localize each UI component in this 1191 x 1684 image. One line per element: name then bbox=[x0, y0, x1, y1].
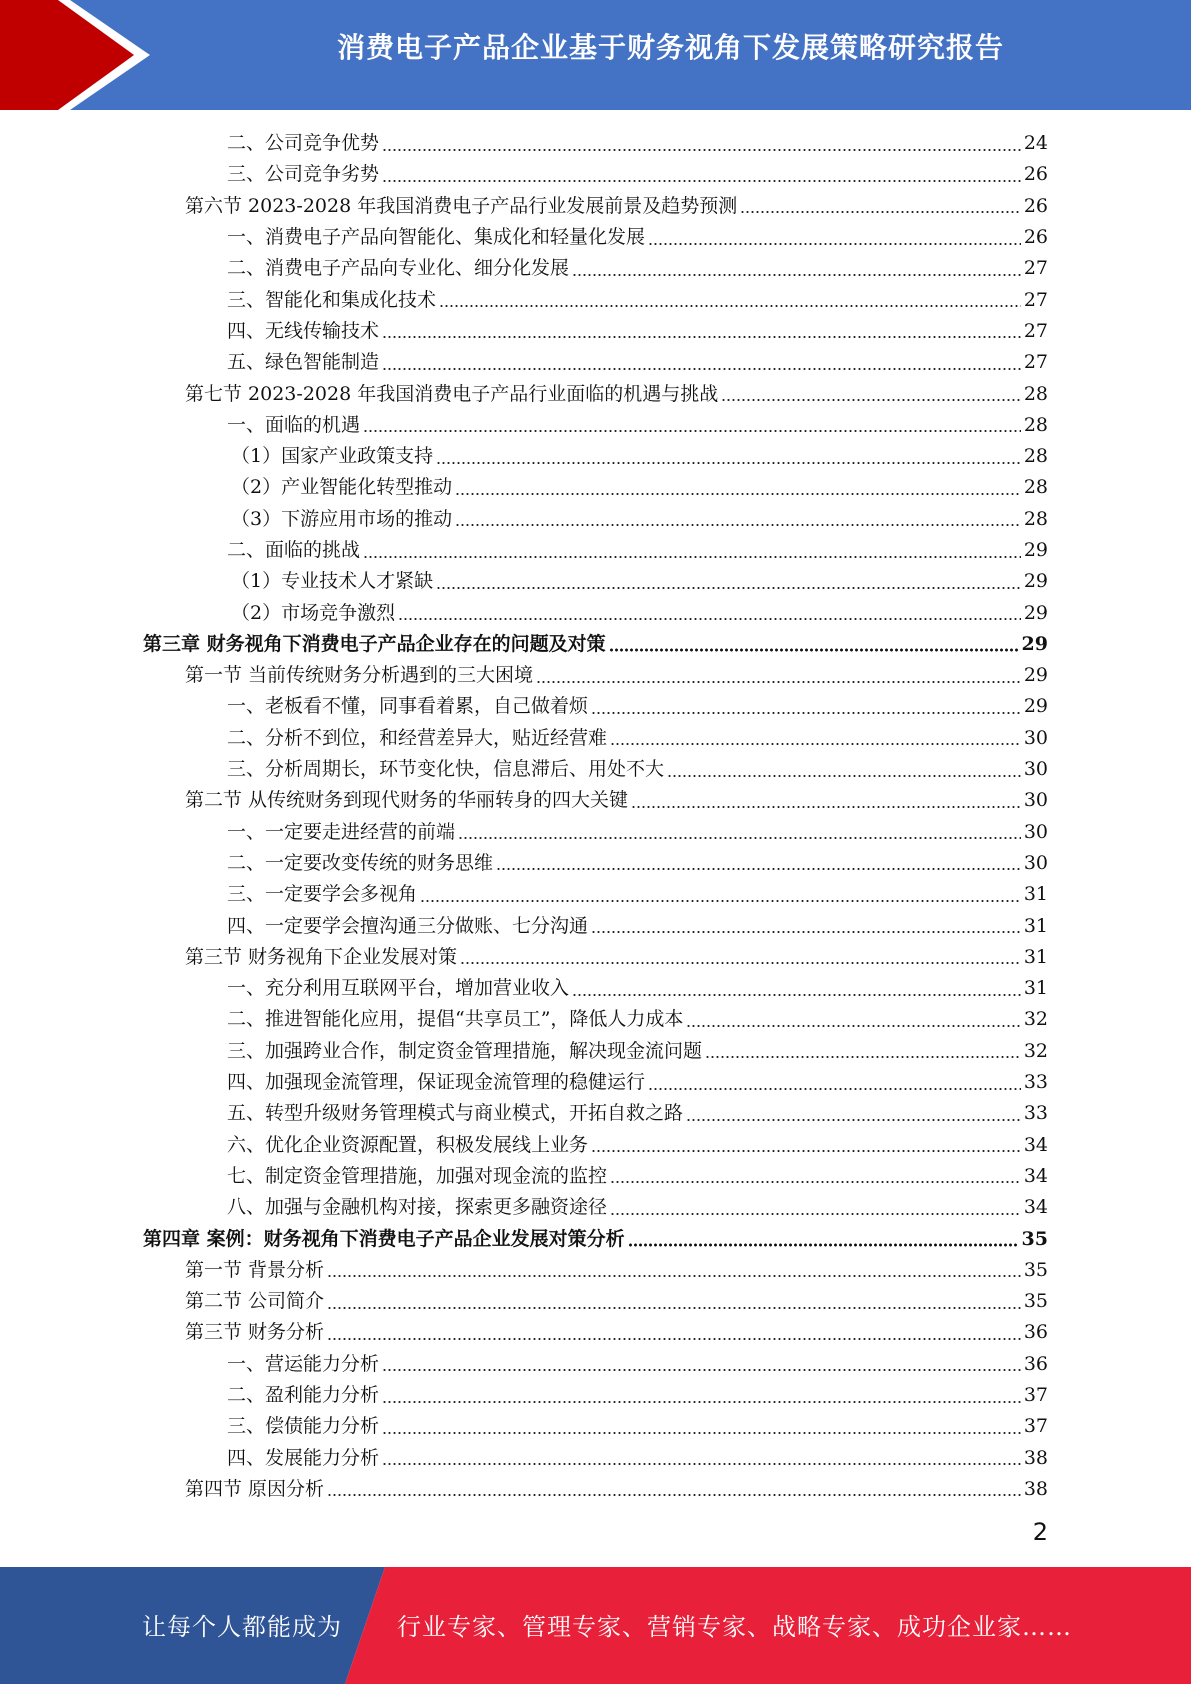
toc-entry-label: 第一节 背景分析 bbox=[185, 1258, 325, 1281]
toc-dot-leader bbox=[628, 1242, 1019, 1248]
toc-entry-label: （1）专业技术人才紧缺 bbox=[231, 570, 434, 593]
toc-entry-label: 二、推进智能化应用，提倡“共享员工”，降低人力成本 bbox=[227, 1008, 684, 1031]
toc-entry[interactable] bbox=[143, 1223, 1048, 1254]
toc-entry-page: 27 bbox=[1023, 288, 1048, 311]
toc-dot-leader bbox=[648, 241, 1021, 247]
toc-dot-leader bbox=[382, 1461, 1021, 1467]
toc-entry[interactable] bbox=[143, 1349, 1048, 1380]
toc-entry-page: 29 bbox=[1023, 539, 1048, 561]
toc-entry-page: 30 bbox=[1023, 851, 1048, 874]
toc-entry-page: 36 bbox=[1023, 1352, 1048, 1375]
toc-entry[interactable] bbox=[143, 1192, 1048, 1223]
toc-entry-page: 28 bbox=[1023, 476, 1048, 499]
toc-entry[interactable] bbox=[143, 1255, 1048, 1286]
toc-entry-page: 28 bbox=[1023, 382, 1048, 405]
toc-dot-leader bbox=[382, 334, 1021, 340]
toc-entry-page: 29 bbox=[1023, 601, 1048, 624]
toc-entry[interactable] bbox=[143, 566, 1048, 597]
toc-entry-page: 29 bbox=[1023, 664, 1048, 687]
toc-dot-leader bbox=[327, 1305, 1021, 1311]
toc-entry-page: 33 bbox=[1023, 1071, 1048, 1094]
toc-entry[interactable] bbox=[143, 504, 1048, 535]
toc-entry[interactable] bbox=[143, 535, 1048, 566]
footer-slogan-right: 行业专家、管理专家、营销专家、战略专家、成功企业家…… bbox=[397, 1613, 1072, 1641]
toc-entry-page: 29 bbox=[1023, 695, 1048, 718]
toc-entry-page: 28 bbox=[1023, 413, 1048, 436]
toc-entry-page: 26 bbox=[1023, 194, 1048, 217]
toc-entry-label: 三、公司竞争劣势 bbox=[227, 163, 380, 186]
toc-entry-page: 34 bbox=[1023, 1196, 1048, 1219]
toc-entry[interactable] bbox=[143, 817, 1048, 848]
toc-dot-leader bbox=[420, 898, 1021, 904]
toc-entry[interactable] bbox=[143, 785, 1048, 816]
toc-dot-leader bbox=[591, 929, 1021, 935]
toc-entry-page: 29 bbox=[1021, 632, 1048, 655]
toc-entry-label: 八、加强与金融机构对接，探索更多融资途径 bbox=[227, 1196, 608, 1219]
toc-entry-page: 31 bbox=[1023, 914, 1048, 937]
toc-entry-label: 第七节 2023-2028 年我国消费电子产品行业面临的机遇与挑战 bbox=[185, 382, 719, 405]
toc-entry-label: 六、优化企业资源配置，积极发展线上业务 bbox=[227, 1133, 589, 1156]
toc-entry[interactable] bbox=[143, 253, 1048, 284]
toc-entry[interactable] bbox=[143, 973, 1048, 1004]
toc-dot-leader bbox=[686, 1023, 1020, 1029]
toc-dot-leader bbox=[455, 491, 1021, 497]
toc-entry-page: 35 bbox=[1023, 1258, 1048, 1281]
toc-entry[interactable] bbox=[143, 1442, 1048, 1473]
toc-dot-leader bbox=[382, 178, 1021, 184]
toc-entry-page: 31 bbox=[1023, 883, 1048, 906]
toc-entry-page: 32 bbox=[1023, 1008, 1048, 1031]
toc-dot-leader bbox=[382, 1430, 1021, 1436]
toc-entry-label: 二、盈利能力分析 bbox=[227, 1384, 380, 1407]
toc-entry-page: 37 bbox=[1023, 1384, 1048, 1407]
toc-entry-page: 35 bbox=[1023, 1290, 1048, 1313]
toc-entry[interactable] bbox=[143, 1474, 1048, 1505]
toc-entry-label: （3）下游应用市场的推动 bbox=[231, 507, 453, 530]
toc-entry-label: 一、营运能力分析 bbox=[227, 1352, 380, 1375]
toc-entry[interactable] bbox=[143, 378, 1048, 409]
report-title: 消费电子产品企业基于财务视角下发展策略研究报告 bbox=[336, 31, 1004, 64]
toc-dot-leader bbox=[382, 366, 1021, 372]
toc-entry-label: （2）产业智能化转型推动 bbox=[231, 476, 453, 499]
toc-dot-leader bbox=[455, 522, 1021, 528]
toc-entry[interactable] bbox=[143, 222, 1048, 253]
footer-slogan-left: 让每个人都能成为 bbox=[142, 1613, 342, 1641]
page-footer bbox=[0, 1567, 1191, 1684]
toc-dot-leader bbox=[436, 460, 1021, 466]
toc-dot-leader bbox=[363, 428, 1021, 434]
page-number: 2 bbox=[1032, 1518, 1048, 1546]
toc-entry-page: 27 bbox=[1023, 351, 1048, 374]
toc-entry-label: 五、绿色智能制造 bbox=[227, 351, 380, 374]
toc-entry-page: 30 bbox=[1023, 820, 1048, 843]
toc-dot-leader bbox=[398, 616, 1021, 622]
toc-entry[interactable] bbox=[143, 1130, 1048, 1161]
toc-entry-label: 第三章 财务视角下消费电子产品企业存在的问题及对策 bbox=[143, 632, 606, 655]
toc-entry-label: 第六节 2023-2028 年我国消费电子产品行业发展前景及趋势预测 bbox=[185, 194, 738, 217]
toc-entry-page: 27 bbox=[1023, 257, 1048, 280]
toc-dot-leader bbox=[327, 1492, 1021, 1498]
toc-entry-page: 34 bbox=[1023, 1133, 1048, 1156]
toc-entry[interactable] bbox=[143, 1161, 1048, 1192]
toc-entry-page: 28 bbox=[1023, 507, 1048, 530]
toc-entry-label: 二、公司竞争优势 bbox=[227, 132, 380, 155]
toc-entry-label: （1）国家产业政策支持 bbox=[231, 445, 434, 468]
toc-entry-page: 36 bbox=[1023, 1321, 1048, 1344]
toc-entry[interactable] bbox=[143, 942, 1048, 973]
toc-entry-page: 35 bbox=[1021, 1227, 1048, 1250]
toc-entry-label: 三、一定要学会多视角 bbox=[227, 883, 418, 906]
toc-entry[interactable] bbox=[143, 472, 1048, 503]
toc-entry[interactable] bbox=[143, 347, 1048, 378]
toc-dot-leader bbox=[686, 1117, 1021, 1123]
toc-entry-label: 第二节 公司简介 bbox=[185, 1290, 325, 1313]
toc-entry-label: 四、一定要学会擅沟通三分做账、七分沟通 bbox=[227, 914, 589, 937]
toc-entry-label: 第三节 财务视角下企业发展对策 bbox=[185, 945, 458, 968]
toc-entry-label: 二、面临的挑战 bbox=[227, 539, 361, 561]
toc-dot-leader bbox=[572, 992, 1021, 998]
toc-dot-leader bbox=[740, 209, 1021, 215]
toc-entry-label: 第二节 从传统财务到现代财务的华丽转身的四大关键 bbox=[185, 789, 629, 812]
toc-dot-leader bbox=[382, 1367, 1021, 1373]
toc-dot-leader bbox=[610, 1211, 1021, 1217]
toc-entry-label: 一、老板看不懂，同事看着累，自己做着烦 bbox=[227, 695, 589, 718]
toc-entry-label: （2）市场竞争激烈 bbox=[231, 601, 396, 624]
toc-entry[interactable] bbox=[143, 191, 1048, 222]
toc-entry[interactable] bbox=[143, 284, 1048, 315]
table-of-contents bbox=[143, 128, 1048, 1505]
toc-entry-page: 34 bbox=[1023, 1164, 1048, 1187]
toc-dot-leader bbox=[458, 835, 1021, 841]
toc-dot-leader bbox=[609, 647, 1019, 653]
toc-entry-label: 四、发展能力分析 bbox=[227, 1446, 380, 1469]
toc-dot-leader bbox=[439, 303, 1021, 309]
toc-entry-page: 38 bbox=[1023, 1446, 1048, 1469]
toc-dot-leader bbox=[382, 1399, 1021, 1405]
toc-entry[interactable] bbox=[143, 159, 1048, 190]
toc-dot-leader bbox=[460, 960, 1021, 966]
toc-entry-label: 一、消费电子产品向智能化、集成化和轻量化发展 bbox=[227, 226, 646, 249]
toc-entry[interactable] bbox=[143, 1380, 1048, 1411]
toc-entry-page: 31 bbox=[1023, 977, 1048, 1000]
toc-entry-label: 三、偿债能力分析 bbox=[227, 1415, 380, 1438]
toc-entry-label: 第四节 原因分析 bbox=[185, 1477, 325, 1500]
toc-entry-label: 五、转型升级财务管理模式与商业模式，开拓自救之路 bbox=[227, 1102, 684, 1125]
toc-entry[interactable] bbox=[143, 629, 1048, 660]
toc-entry-label: 一、充分利用互联网平台，增加营业收入 bbox=[227, 977, 570, 1000]
toc-entry-page: 27 bbox=[1023, 319, 1048, 342]
toc-dot-leader bbox=[610, 1179, 1021, 1185]
toc-entry-label: 一、一定要走进经营的前端 bbox=[227, 820, 456, 843]
toc-entry-label: 四、加强现金流管理，保证现金流管理的稳健运行 bbox=[227, 1071, 646, 1094]
toc-entry[interactable] bbox=[143, 1036, 1048, 1067]
toc-entry[interactable] bbox=[143, 441, 1048, 472]
toc-dot-leader bbox=[436, 585, 1021, 591]
toc-dot-leader bbox=[721, 397, 1021, 403]
toc-entry-page: 31 bbox=[1023, 945, 1048, 968]
toc-entry-page: 38 bbox=[1023, 1477, 1048, 1500]
toc-entry[interactable] bbox=[143, 660, 1048, 691]
toc-entry[interactable] bbox=[143, 410, 1048, 441]
toc-entry-page: 28 bbox=[1023, 445, 1048, 468]
toc-dot-leader bbox=[496, 866, 1021, 872]
toc-entry-page: 30 bbox=[1023, 758, 1048, 781]
toc-entry-label: 二、一定要改变传统的财务思维 bbox=[227, 851, 494, 874]
toc-dot-leader bbox=[327, 1273, 1021, 1279]
toc-entry-label: 一、面临的机遇 bbox=[227, 413, 361, 436]
toc-dot-leader bbox=[591, 710, 1021, 716]
toc-entry[interactable] bbox=[143, 723, 1048, 754]
toc-entry-label: 三、分析周期长，环节变化快，信息滞后、用处不大 bbox=[227, 758, 665, 781]
toc-dot-leader bbox=[705, 1054, 1021, 1060]
toc-entry-label: 七、制定资金管理措施，加强对现金流的监控 bbox=[227, 1164, 608, 1187]
toc-entry-page: 37 bbox=[1023, 1415, 1048, 1438]
toc-dot-leader bbox=[667, 773, 1021, 779]
toc-entry[interactable] bbox=[143, 316, 1048, 347]
toc-entry[interactable] bbox=[143, 1317, 1048, 1348]
toc-entry[interactable] bbox=[143, 910, 1048, 941]
toc-dot-leader bbox=[610, 741, 1021, 747]
toc-dot-leader bbox=[363, 554, 1021, 560]
toc-entry-label: 三、智能化和集成化技术 bbox=[227, 288, 437, 311]
toc-entry-label: 第三节 财务分析 bbox=[185, 1321, 325, 1344]
toc-dot-leader bbox=[327, 1336, 1021, 1342]
toc-entry-page: 32 bbox=[1023, 1039, 1048, 1062]
toc-entry-page: 30 bbox=[1023, 726, 1048, 749]
toc-entry[interactable] bbox=[143, 754, 1048, 785]
toc-dot-leader bbox=[591, 1148, 1021, 1154]
toc-dot-leader bbox=[536, 679, 1021, 685]
toc-entry[interactable] bbox=[143, 597, 1048, 628]
toc-entry[interactable] bbox=[143, 691, 1048, 722]
toc-entry-label: 三、加强跨业合作，制定资金管理措施，解决现金流问题 bbox=[227, 1039, 703, 1062]
toc-entry-page: 29 bbox=[1023, 570, 1048, 593]
toc-entry-label: 二、分析不到位，和经营差异大，贴近经营难 bbox=[227, 726, 608, 749]
toc-entry-label: 二、消费电子产品向专业化、细分化发展 bbox=[227, 257, 570, 280]
toc-dot-leader bbox=[648, 1086, 1021, 1092]
toc-entry-label: 第四章 案例：财务视角下消费电子产品企业发展对策分析 bbox=[143, 1227, 625, 1250]
toc-entry-page: 30 bbox=[1023, 789, 1048, 812]
toc-entry[interactable] bbox=[143, 879, 1048, 910]
toc-entry[interactable] bbox=[143, 1098, 1048, 1129]
toc-entry[interactable] bbox=[143, 1067, 1048, 1098]
toc-entry-label: 第一节 当前传统财务分析遇到的三大困境 bbox=[185, 664, 534, 687]
chevron-decoration-icon bbox=[0, 0, 150, 110]
toc-entry[interactable] bbox=[143, 848, 1048, 879]
toc-entry-page: 26 bbox=[1023, 226, 1048, 249]
toc-entry-page: 26 bbox=[1023, 163, 1048, 186]
toc-dot-leader bbox=[382, 147, 1021, 153]
toc-dot-leader bbox=[631, 804, 1021, 810]
toc-entry[interactable] bbox=[143, 1004, 1048, 1035]
toc-entry[interactable] bbox=[143, 1286, 1048, 1317]
toc-entry[interactable] bbox=[143, 1411, 1048, 1442]
toc-dot-leader bbox=[572, 272, 1021, 278]
toc-entry-page: 24 bbox=[1023, 132, 1048, 155]
page-header bbox=[0, 0, 1191, 110]
toc-entry-page: 33 bbox=[1023, 1102, 1048, 1125]
toc-entry-label: 四、无线传输技术 bbox=[227, 319, 380, 342]
toc-entry[interactable] bbox=[143, 128, 1048, 159]
